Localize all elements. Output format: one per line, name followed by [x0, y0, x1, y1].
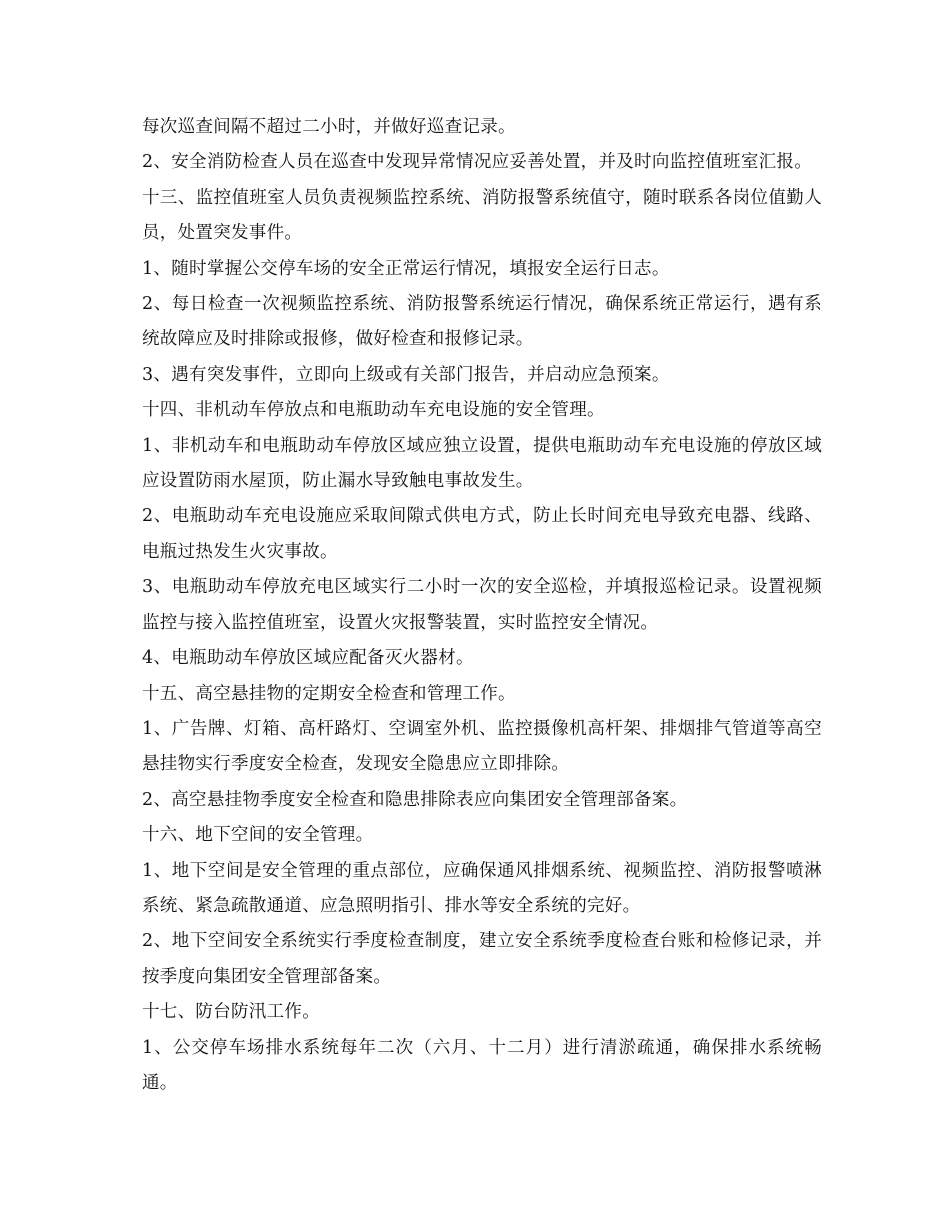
section-heading-14: 十四、非机动车停放点和电瓶助动车充电设施的安全管理。 [142, 400, 605, 421]
paragraph-item-15-2: 2、高空悬挂物季度安全检查和隐患排除表应向集团安全管理部备案。 [142, 789, 688, 810]
paragraph-item-14-3: 3、电瓶助动车停放充电区域实行二小时一次的安全巡检，并填报巡检记录。设置视频监控与接入监控值班室，设置火灾报警装置，实时监控安全情况。 [142, 577, 822, 633]
paragraph-item-13-2: 2、每日检查一次视频监控系统、消防报警系统运行情况，确保系统正常运行，遇有系统故障应及时排除或报修，做好检查和报修记录。 [142, 294, 822, 350]
paragraph-item-12-2: 2、安全消防检查人员在巡查中发现异常情况应妥善处置，并及时向监控值班室汇报。 [142, 152, 813, 173]
section-heading-13: 十三、监控值班室人员负责视频监控系统、消防报警系统值守，随时联系各岗位值勤人员，处置突发事件。 [142, 187, 822, 244]
paragraph-item-16-2: 2、地下空间安全系统实行季度检查制度，建立安全系统季度检查台账和检修记录，并按季度向集团安全管理部备案。 [142, 931, 822, 987]
paragraph-continuation: 每次巡查间隔不超过二小时，并做好巡查记录。 [142, 117, 516, 137]
section-heading-15: 十五、高空悬挂物的定期安全检查和管理工作。 [142, 683, 516, 704]
section-heading-16: 十六、地下空间的安全管理。 [142, 825, 374, 846]
paragraph-item-15-1: 1、广告牌、灯箱、高杆路灯、空调室外机、监控摄像机高杆架、排烟排气管道等高空悬挂物实行季度安全检查，发现安全隐患应立即排除。 [142, 718, 822, 775]
paragraph-item-16-1: 1、地下空间是安全管理的重点部位，应确保通风排烟系统、视频监控、消防报警喷淋系统、紧急疏散通道、应急照明指引、排水等安全系统的完好。 [142, 860, 822, 916]
section-heading-17: 十七、防台防汛工作。 [142, 1002, 320, 1023]
paragraph-item-13-3: 3、遇有突发事件，立即向上级或有关部门报告，并启动应急预案。 [142, 364, 670, 385]
paragraph-item-14-1: 1、非机动车和电瓶助动车停放区域应独立设置，提供电瓶助动车充电设施的停放区域应设置防雨水屋顶，防止漏水导致触电事故发生。 [142, 435, 822, 492]
paragraph-item-14-2: 2、电瓶助动车充电设施应采取间隙式供电方式，防止长时间充电导致充电器、线路、电瓶过热发生火灾事故。 [142, 506, 822, 562]
document-body [142, 110, 822, 1101]
paragraph-item-14-4: 4、电瓶助动车停放区域应配备灭火器材。 [142, 648, 474, 669]
paragraph-item-13-1: 1、随时掌握公交停车场的安全正常运行情况，填报安全运行日志。 [142, 258, 670, 279]
paragraph-item-17-1: 1、公交停车场排水系统每年二次（六月、十二月）进行清淤疏通，确保排水系统畅通。 [142, 1037, 822, 1093]
